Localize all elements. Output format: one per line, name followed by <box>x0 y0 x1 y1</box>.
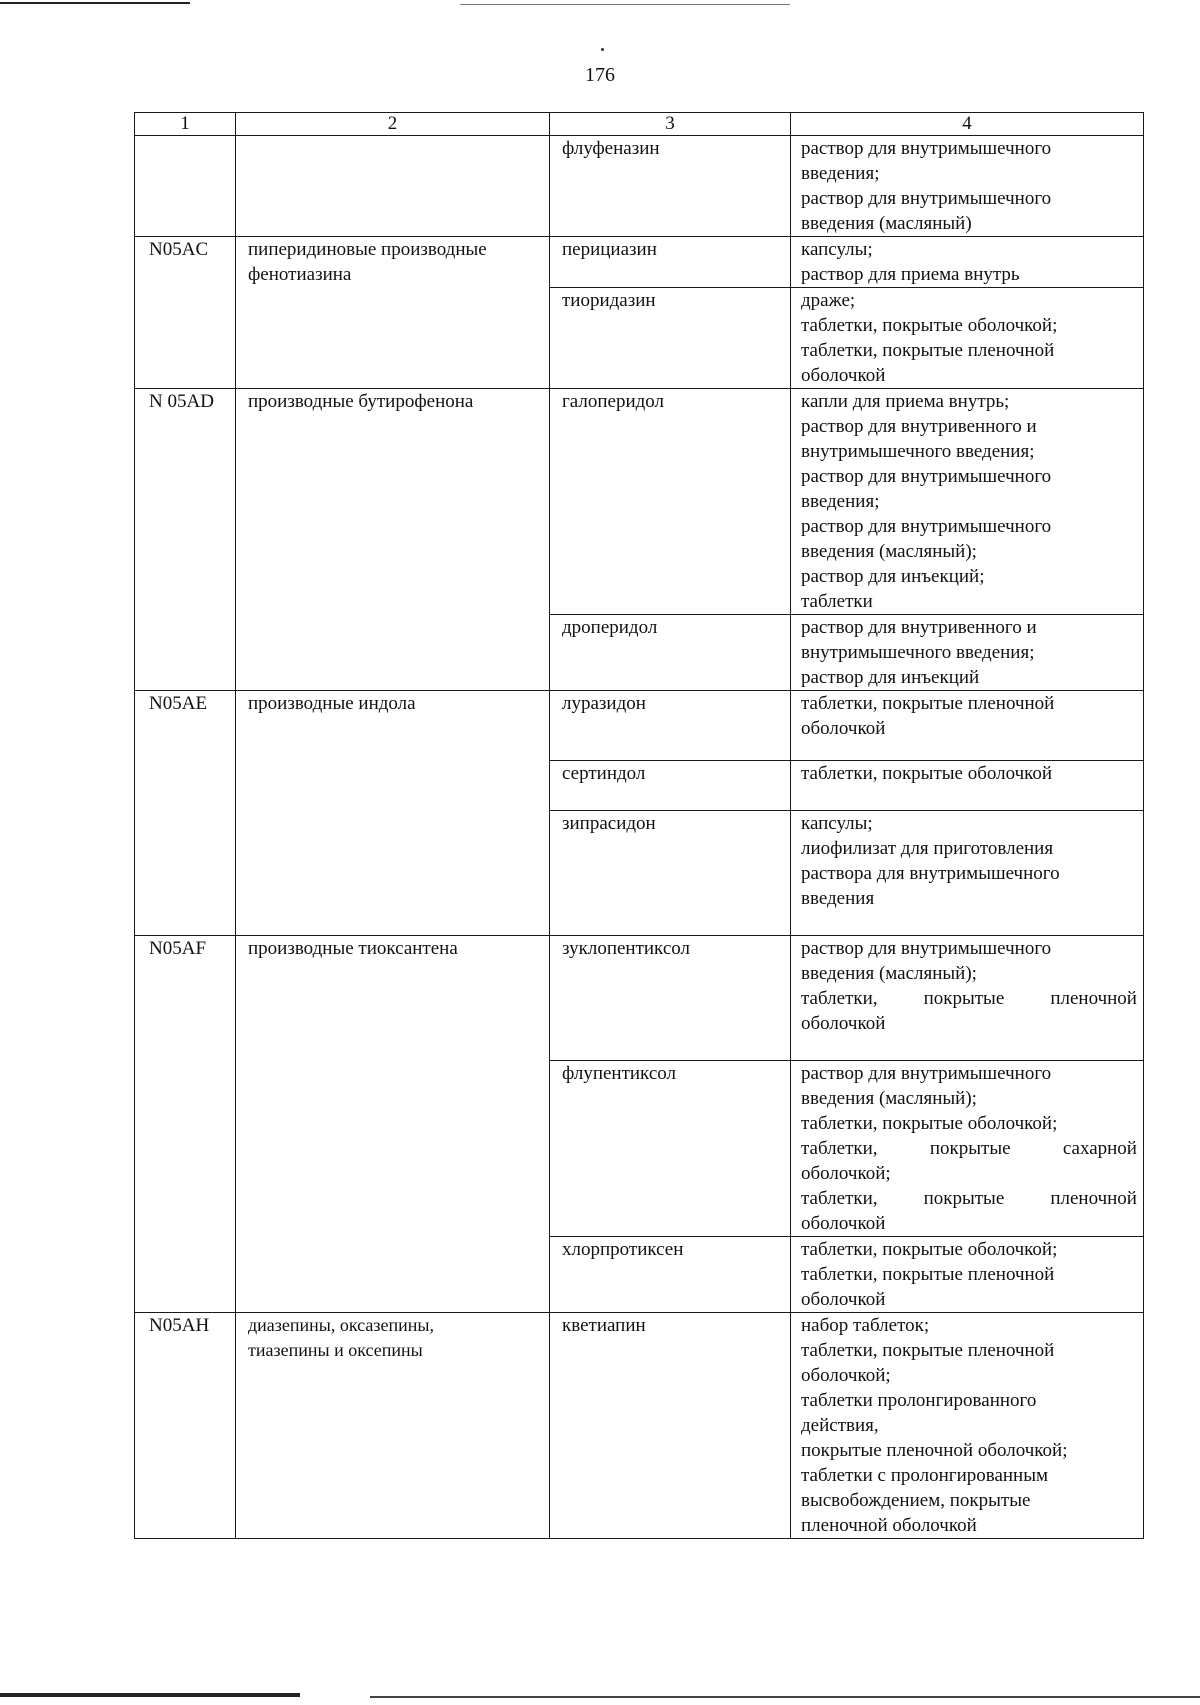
form-line: таблетки с пролонгированным <box>801 1465 1049 1486</box>
header-col-4: 4 <box>791 113 1144 136</box>
form-line: таблетки, покрытые пленочной <box>801 1340 1055 1361</box>
form-line: лиофилизат для приготовления <box>801 838 1054 859</box>
header-col-1: 1 <box>135 113 236 136</box>
drug-name-cell: флупентиксол <box>550 1061 791 1237</box>
table-row <box>135 936 1144 1061</box>
form-line: раствор для внутривенного и <box>801 617 1037 638</box>
form-line: таблетки, покрытые оболочкой <box>801 763 1053 784</box>
dosage-forms-cell <box>791 936 1144 1061</box>
group-cell <box>236 691 550 936</box>
form-line: таблетки, покрытые сахарной <box>801 1138 1137 1159</box>
atc-code-cell: N05AH <box>135 1313 236 1539</box>
form-line: оболочкой; <box>801 1365 891 1386</box>
form-line: оболочкой <box>801 365 886 386</box>
dosage-forms-cell <box>791 288 1144 389</box>
table-row <box>135 1313 1144 1539</box>
form-line: раствор для внутримышечного <box>801 938 1052 959</box>
form-line: раствора для внутримышечного <box>801 863 1060 884</box>
form-line: таблетки, покрытые пленочной <box>801 340 1055 361</box>
form-line: таблетки <box>801 591 873 612</box>
form-line: набор таблеток; <box>801 1315 930 1336</box>
drug-name-cell: кветиапин <box>550 1313 791 1539</box>
dosage-forms-cell <box>791 136 1144 237</box>
group-line: диазепины, оксазепины, <box>248 1315 434 1335</box>
group-cell <box>236 1313 550 1539</box>
form-line: капли для приема внутрь; <box>801 391 1010 412</box>
form-line: таблетки, покрытые оболочкой; <box>801 1113 1058 1134</box>
table-row <box>135 237 1144 288</box>
group-line: производные тиоксантена <box>248 938 458 959</box>
group-line: тиазепины и оксепины <box>248 1340 423 1360</box>
group-line: производные индола <box>248 693 416 714</box>
drug-name-cell: перициазин <box>550 237 791 288</box>
table-row <box>135 389 1144 615</box>
dosage-forms-cell <box>791 761 1144 811</box>
scan-artifact-top-right <box>460 4 790 5</box>
form-line: введения (масляный); <box>801 541 977 562</box>
atc-code-cell: N05AE <box>135 691 236 936</box>
header-col-2: 2 <box>236 113 550 136</box>
form-line: внутримышечного введения; <box>801 642 1035 663</box>
drug-name-cell: дроперидол <box>550 615 791 691</box>
scan-artifact-bottom-left <box>0 1693 300 1697</box>
form-line: оболочкой <box>801 718 886 739</box>
form-line: пленочной оболочкой <box>801 1515 977 1536</box>
form-line: введения (масляный); <box>801 1088 977 1109</box>
drug-table <box>134 112 1144 1539</box>
form-line: таблетки, покрытые оболочкой; <box>801 315 1058 336</box>
form-line: капсулы; <box>801 239 873 260</box>
form-line: оболочкой; <box>801 1163 891 1184</box>
form-line: внутримышечного введения; <box>801 441 1035 462</box>
scan-artifact-bottom-right <box>370 1696 1200 1698</box>
group-cell <box>236 936 550 1313</box>
group-cell <box>236 389 550 691</box>
group-cell <box>236 136 550 237</box>
atc-code-cell: N 05AD <box>135 389 236 691</box>
form-line: таблетки, покрытые пленочной <box>801 1188 1137 1209</box>
dosage-forms-cell <box>791 389 1144 615</box>
form-line: таблетки, покрытые пленочной <box>801 1264 1055 1285</box>
form-line: капсулы; <box>801 813 873 834</box>
form-line: раствор для внутримышечного <box>801 516 1052 537</box>
group-line: производные бутирофенона <box>248 391 474 412</box>
form-line: введения; <box>801 163 880 184</box>
group-line: фенотиазина <box>248 264 352 285</box>
group-line: пиперидиновые производные <box>248 239 487 260</box>
form-line: оболочкой <box>801 1213 886 1234</box>
drug-name-cell: луразидон <box>550 691 791 761</box>
form-line: покрытые пленочной оболочкой; <box>801 1440 1068 1461</box>
table-header-row <box>135 113 1144 136</box>
form-line: оболочкой <box>801 1013 886 1034</box>
atc-code-cell: N05AC <box>135 237 236 389</box>
dosage-forms-cell <box>791 1237 1144 1313</box>
drug-name-cell: галоперидол <box>550 389 791 615</box>
form-line: раствор для приема внутрь <box>801 264 1020 285</box>
header-col-3: 3 <box>550 113 791 136</box>
drug-name-cell: зипрасидон <box>550 811 791 936</box>
form-line: введения <box>801 888 875 909</box>
form-line: драже; <box>801 290 856 311</box>
form-line: оболочкой <box>801 1289 886 1310</box>
table-row <box>135 691 1144 761</box>
drug-name-cell: сертиндол <box>550 761 791 811</box>
form-line: раствор для инъекций <box>801 667 980 688</box>
dosage-forms-cell <box>791 1061 1144 1237</box>
form-line: высвобождением, покрытые <box>801 1490 1031 1511</box>
form-line: введения (масляный); <box>801 963 977 984</box>
dosage-forms-cell <box>791 237 1144 288</box>
dosage-forms-cell <box>791 1313 1144 1539</box>
form-line: введения; <box>801 491 880 512</box>
form-line: действия, <box>801 1415 879 1436</box>
drug-name-cell: тиоридазин <box>550 288 791 389</box>
scan-speck <box>601 48 604 51</box>
dosage-forms-cell <box>791 811 1144 936</box>
drug-name-cell: хлорпротиксен <box>550 1237 791 1313</box>
drug-name-cell: флуфеназин <box>550 136 791 237</box>
table-row <box>135 136 1144 237</box>
form-line: введения (масляный) <box>801 213 972 234</box>
group-cell <box>236 237 550 389</box>
atc-code-cell: N05AF <box>135 936 236 1313</box>
form-line: раствор для внутримышечного <box>801 138 1052 159</box>
form-line: раствор для внутримышечного <box>801 188 1052 209</box>
form-line: таблетки пролонгированного <box>801 1390 1037 1411</box>
atc-code-cell <box>135 136 236 237</box>
scan-artifact-top-left <box>0 2 190 4</box>
form-line: раствор для внутримышечного <box>801 466 1052 487</box>
form-line: раствор для внутривенного и <box>801 416 1037 437</box>
drug-name-cell: зуклопентиксол <box>550 936 791 1061</box>
form-line: таблетки, покрытые пленочной <box>801 693 1055 714</box>
form-line: раствор для внутримышечного <box>801 1063 1052 1084</box>
dosage-forms-cell <box>791 691 1144 761</box>
form-line: раствор для инъекций; <box>801 566 985 587</box>
dosage-forms-cell <box>791 615 1144 691</box>
form-line: таблетки, покрытые пленочной <box>801 988 1137 1009</box>
page-number: 176 <box>585 64 615 86</box>
form-line: таблетки, покрытые оболочкой; <box>801 1239 1058 1260</box>
